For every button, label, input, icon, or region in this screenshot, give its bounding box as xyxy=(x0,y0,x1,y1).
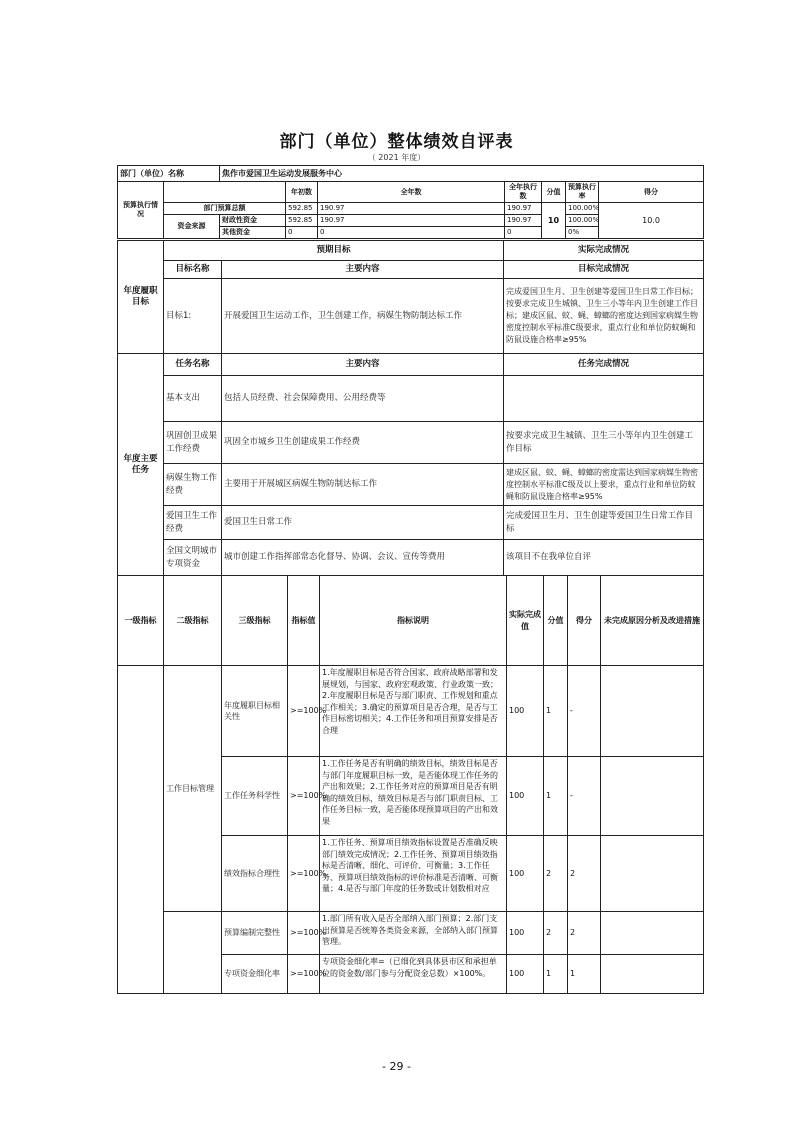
indicator-actual: 100 xyxy=(507,666,544,757)
budget-total-label: 部门预算总额 xyxy=(164,203,286,215)
header-score: 得分 xyxy=(568,576,601,666)
indicator-name: 工作任务科学性 xyxy=(222,757,288,836)
planned-goals-header: 预期目标 xyxy=(164,241,504,261)
other-full-year: 0 xyxy=(318,227,505,239)
indicator-actual: 100 xyxy=(507,955,544,994)
indicator-weight: 1 xyxy=(544,757,568,836)
task-completion: 完成爱国卫生月、卫生创建等爱国卫生日常工作目标 xyxy=(504,506,704,540)
funds-source-label: 资金来源 xyxy=(164,215,220,239)
indicator-target: >=100% xyxy=(288,757,320,836)
budget-weight: 10 xyxy=(542,203,566,239)
task-name-header: 任务名称 xyxy=(164,354,222,376)
task-name: 基本支出 xyxy=(164,376,222,422)
goal-name-header: 目标名称 xyxy=(164,261,222,279)
budget-total-full-year: 190.97 xyxy=(318,203,505,215)
task-name: 全国文明城市专项资金 xyxy=(164,540,222,576)
col-weight: 分值 xyxy=(542,182,566,203)
indicator-score: - xyxy=(568,666,601,757)
header-target: 指标值 xyxy=(288,576,320,666)
header-weight: 分值 xyxy=(544,576,568,666)
page-number: - 29 - xyxy=(382,1060,411,1073)
task-completion: 该项目不在我单位自评 xyxy=(504,540,704,576)
actual-completion-header: 实际完成情况 xyxy=(504,241,704,261)
indicator-name: 绩效指标合理性 xyxy=(222,836,288,912)
goal-name: 目标1: xyxy=(164,279,222,354)
fiscal-funds-label: 财政性资金 xyxy=(220,215,286,227)
indicator-group: 工作目标管理 xyxy=(164,666,222,912)
col-exec-rate: 预算执行率 xyxy=(566,182,599,203)
budget-table xyxy=(117,165,704,239)
indicator-name: 预算编制完整性 xyxy=(222,912,288,955)
indicator-weight: 2 xyxy=(544,912,568,955)
task-content: 城市创建工作指挥部常态化督导、协调、会议、宣传等费用 xyxy=(222,540,504,576)
other-funds-label: 其他资金 xyxy=(220,227,286,239)
indicator-score: 2 xyxy=(568,836,601,912)
annual-goals-table xyxy=(117,240,704,354)
task-content: 包括人员经费、社会保障费用、公用经费等 xyxy=(222,376,504,422)
task-completion: 建成区鼠、蚊、蝇、蟑螂的密度需达到国家病媒生物密度控制水平标准C级及以上要求，重点行业和单位防蚊蝇和防鼠设施合格率≥95% xyxy=(504,464,704,506)
task-content: 巩固全市城乡卫生创建成果工作经费 xyxy=(222,422,504,464)
task-name: 巩固创卫成果工作经费 xyxy=(164,422,222,464)
indicator-actual: 100 xyxy=(507,912,544,955)
indicator-description: 1.工作任务是否有明确的绩效目标，绩效目标是否与部门年度履职目标一致，是否能体现工作任务的产出和效果；2.工作任务对应的预算项目是否有明确的绩效目标，绩效目标是否与部门职责目标、工作任务目标一致，是否能体现预算项目的产出和效果 xyxy=(322,759,498,826)
indicator-score: 1 xyxy=(568,955,601,994)
header-level1: 一级指标 xyxy=(118,576,164,666)
header-level2: 二级指标 xyxy=(164,576,222,666)
header-actual: 实际完成值 xyxy=(507,576,544,666)
annual-goals-label: 年度履职目标 xyxy=(118,241,164,354)
tasks-table xyxy=(117,353,704,576)
budget-total-executed: 190.97 xyxy=(505,203,542,215)
task-completion-header: 任务完成情况 xyxy=(504,354,704,376)
indicator-weight: 1 xyxy=(544,666,568,757)
other-year-start: 0 xyxy=(286,227,318,239)
budget-score: 10.0 xyxy=(599,203,704,239)
indicator-score: 2 xyxy=(568,912,601,955)
indicator-score: - xyxy=(568,757,601,836)
col-full-year: 全年数 xyxy=(318,182,505,203)
goal-content: 开展爱国卫生运动工作，卫生创建工作，病媒生物防制达标工作 xyxy=(222,279,504,354)
indicator-description: 1.部门所有收入是否全部纳入部门预算；2.部门支出预算是否统筹各类资金来源，全部纳入部门预算管理。 xyxy=(322,914,498,946)
fiscal-rate: 100.00% xyxy=(566,215,599,227)
task-completion: 按要求完成卫生城镇、卫生三小等年内卫生创建工作目标 xyxy=(504,422,704,464)
fiscal-executed: 190.97 xyxy=(505,215,542,227)
indicator-name: 专项资金细化率 xyxy=(222,955,288,994)
header-description: 指标说明 xyxy=(320,576,507,666)
task-content-header: 主要内容 xyxy=(222,354,504,376)
other-rate: 0% xyxy=(566,227,599,239)
header-reason: 未完成原因分析及改进措施 xyxy=(601,576,704,666)
tasks-section-label: 年度主要任务 xyxy=(118,354,164,576)
goal-content-header: 主要内容 xyxy=(222,261,504,279)
goal-completion: 完成爱国卫生月、卫生创建等爱国卫生日常工作目标；按要求完成卫生城镇、卫生三小等年内卫生创建工作目标；建成区鼠、蚊、蝇、蟑螂的密度达到国家病媒生物密度控制水平标准C级要求，重点行业和单位防蚊蝇和防鼠设施合格率≥95% xyxy=(504,279,704,354)
indicator-description: 1.年度履职目标是否符合国家、政府战略部署和发展规划，与国家、政府宏观政策、行业政策一致；2.年度履职目标是否与部门职责、工作规划和重点工作相关；3.确定的预算项目是否合理，是否与工作目标密切相关；4.工作任务和项目预算安排是否合理 xyxy=(322,668,498,735)
indicator-description: 1.工作任务、预算项目绩效指标设置是否准确反映部门绩效完成情况；2.工作任务、预算项目绩效指标是否清晰、细化、可评价、可衡量；3.工作任务、预算项目绩效指标的评价标准是否清晰、可衡量；4.是否与部门年度的任务数或计划数相对应 xyxy=(322,838,498,893)
goal-completion-header: 目标完成情况 xyxy=(504,261,704,279)
indicator-actual: 100 xyxy=(507,757,544,836)
task-content: 主要用于开展城区病媒生物防制达标工作 xyxy=(222,464,504,506)
indicator-weight: 1 xyxy=(544,955,568,994)
indicator-weight: 2 xyxy=(544,836,568,912)
indicators-table xyxy=(117,575,704,994)
task-name: 病媒生物工作经费 xyxy=(164,464,222,506)
indicator-target: >=100% xyxy=(288,912,320,955)
page-title: 部门（单位）整体绩效自评表 xyxy=(279,132,514,152)
indicator-target: >=100% xyxy=(288,836,320,912)
unit-name-label: 部门（单位）名称 xyxy=(118,166,220,182)
col-executed: 全年执行数 xyxy=(505,182,542,203)
fiscal-year-start: 592.85 xyxy=(286,215,318,227)
task-completion xyxy=(504,376,704,422)
indicator-actual: 100 xyxy=(507,836,544,912)
report-year: （ 2021 年度） xyxy=(367,153,426,162)
indicator-target: >=100% xyxy=(288,955,320,994)
task-content: 爱国卫生日常工作 xyxy=(222,506,504,540)
fiscal-full-year: 190.97 xyxy=(318,215,505,227)
indicator-description: 专项资金细化率=（已细化到具体县市区和承担单位的资金数/部门参与分配资金总数）×100%。 xyxy=(322,957,497,978)
col-score: 得分 xyxy=(599,182,704,203)
header-level3: 三级指标 xyxy=(222,576,288,666)
budget-total-rate: 100.00% xyxy=(566,203,599,215)
col-year-start: 年初数 xyxy=(286,182,318,203)
task-name: 爱国卫生工作经费 xyxy=(164,506,222,540)
indicator-target: >=100% xyxy=(288,666,320,757)
budget-total-year-start: 592.85 xyxy=(286,203,318,215)
indicator-name: 年度履职目标相关性 xyxy=(222,666,288,757)
unit-name: 焦作市爱国卫生运动发展服务中心 xyxy=(220,166,704,182)
budget-exec-label: 预算执行情况 xyxy=(118,182,164,239)
other-executed: 0 xyxy=(505,227,542,239)
